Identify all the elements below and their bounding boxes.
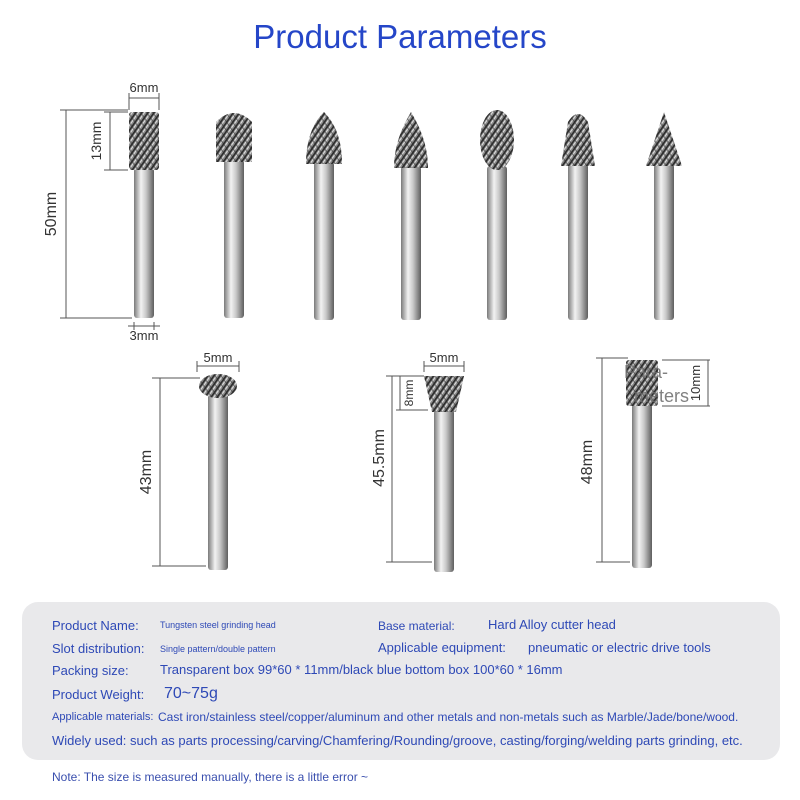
burr-bit-tree-radius	[561, 114, 595, 320]
spec-base-material-value: Hard Alloy cutter head	[488, 617, 616, 632]
spec-uses-value: such as parts processing/carving/Chamfering/Rounding/groove, casting/forging/welding parts grinding, etc.	[130, 733, 743, 748]
spec-product-name-value: Tungsten steel grinding head	[160, 620, 276, 630]
dim-total-length-3: 45.5mm	[371, 429, 388, 487]
spec-uses-label: Widely used:	[52, 733, 127, 748]
overlay-watermark-text: Para-meters	[624, 362, 690, 406]
burr-bit-inverted-cone	[424, 376, 464, 572]
spec-packing-value: Transparent box 99*60 * 11mm/black blue bottom box 100*60 * 16mm	[160, 662, 563, 677]
dim-total-length-2: 43mm	[138, 449, 155, 495]
dim-head-height-1: 13mm	[88, 121, 104, 161]
spec-packing-label: Packing size:	[52, 663, 129, 678]
spec-materials-value: Cast iron/stainless steel/copper/aluminum and other metals and non-metals such as Marble/Jade/bone/wood.	[158, 710, 739, 724]
burr-bit-flame	[394, 112, 428, 320]
burr-bit-oval	[480, 110, 514, 320]
dim-shank-diameter: 3mm	[129, 328, 159, 343]
spec-equipment-value: pneumatic or electric drive tools	[528, 640, 711, 655]
burr-bit-cylinder-rounded	[216, 113, 252, 318]
spec-equipment-label: Applicable equipment:	[378, 640, 506, 655]
dim-head-height-4: 10mm	[688, 364, 703, 402]
burr-bit-cone	[646, 112, 682, 320]
spec-slot-label: Slot distribution:	[52, 641, 145, 656]
measurement-note: Note: The size is measured manually, there is a little error ~	[52, 770, 369, 784]
spec-materials-label: Applicable materials:	[52, 711, 154, 723]
dim-total-length-1: 50mm	[43, 191, 60, 237]
burr-bit-ball	[199, 374, 237, 570]
dim-head-width-1: 6mm	[129, 80, 159, 95]
spec-slot-value: Single pattern/double pattern	[160, 644, 276, 654]
spec-weight-label: Product Weight:	[52, 687, 145, 702]
spec-weight-value: 70~75g	[164, 685, 218, 702]
dim-head-width-2: 5mm	[203, 350, 233, 365]
burr-bit-tree-pointed	[306, 112, 342, 320]
dim-total-length-4: 48mm	[579, 439, 596, 485]
page-title: Product Parameters	[253, 18, 547, 55]
dim-head-height-3: 8mm	[402, 379, 416, 407]
spec-product-name-label: Product Name:	[52, 618, 139, 633]
burr-bit-cylinder	[129, 112, 159, 318]
dim-head-width-3: 5mm	[429, 350, 459, 365]
spec-base-material-label: Base material:	[378, 619, 455, 633]
